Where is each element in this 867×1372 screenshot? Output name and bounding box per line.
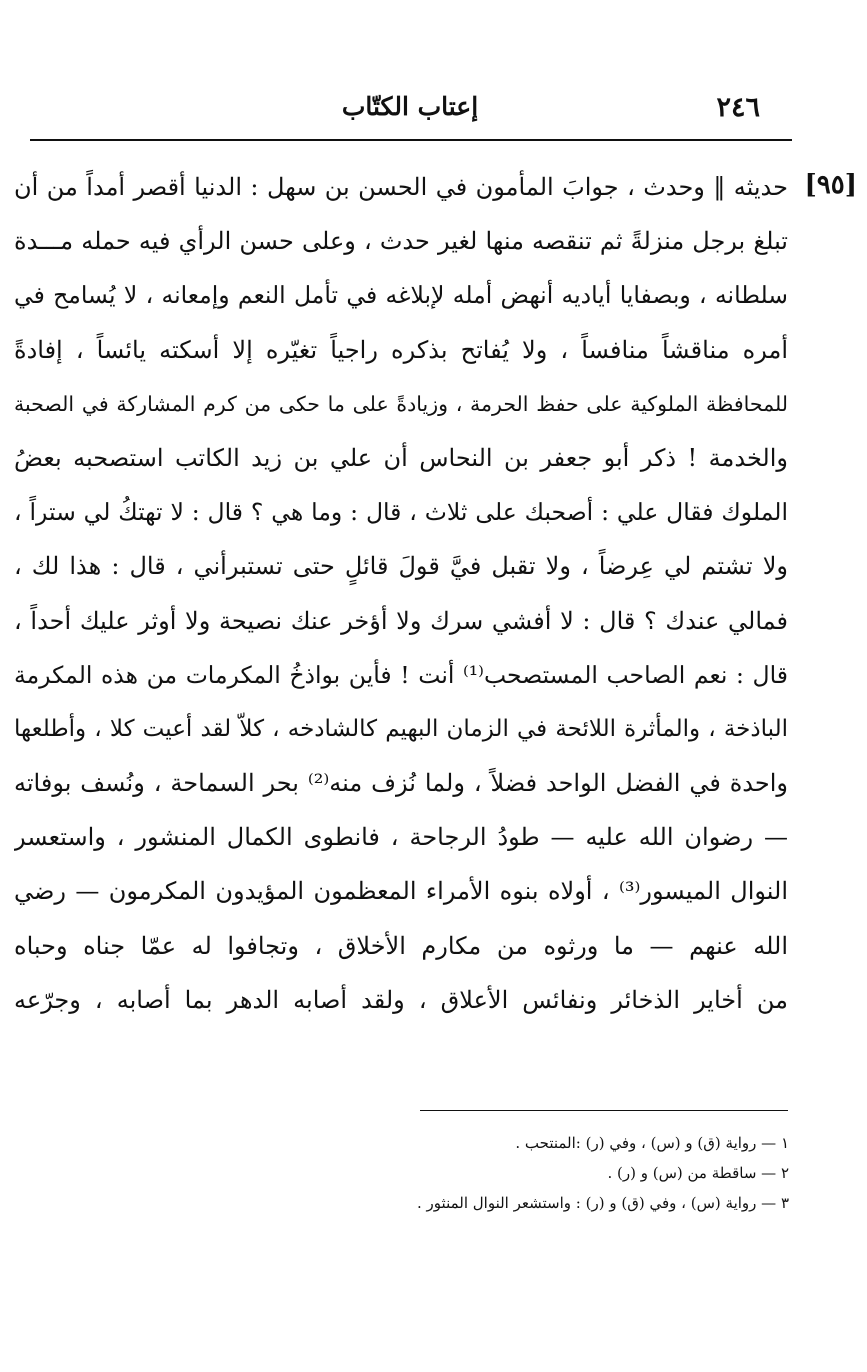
footnote-1: ١ — رواية (ق) و (س) ، وفي (ر) :المنتحب .: [515, 1134, 789, 1152]
text-line: واحدة في الفضل الواحد فضلاً ، ولما نُزف منه⁽²⁾ بحر السماحة ، ونُسف بوفاته: [14, 769, 788, 798]
footnote-2: ٢ — ساقطة من (س) و (ر) .: [607, 1164, 789, 1182]
text-line: للمحافظة الملوكية على حفظ الحرمة ، وزيادةً على ما حكى من كرم المشاركة في الصحبة: [14, 391, 788, 416]
footnotes: [149, 1128, 789, 1218]
header-rule: [30, 139, 792, 141]
text-line: الله عنهم — ما ورثوه من مكارم الأخلاق ، وتجافوا له عمّا جناه وحباه: [14, 931, 788, 960]
text-line: الملوك فقال علي : أصحبك على ثلاث ، قال : وما هي ؟ قال : لا تهتكُ لي ستراً ،: [14, 498, 788, 527]
text-line: ولا تشتم لي عِرضاً ، ولا تقبل فيَّ قولَ قائلٍ حتى تستبرأني ، قال : هذا لك ،: [14, 552, 788, 581]
running-header: [30, 92, 790, 128]
text-line: قال : نعم الصاحب المستصحب⁽¹⁾ أنت ! فأين بواذخُ المكرمات من هذه المكرمة: [14, 660, 788, 689]
footnote-rule: [420, 1110, 788, 1111]
body-text: [14, 160, 788, 1027]
text-line: النوال الميسور⁽³⁾ ، أولاه بنوه الأمراء المعظمون المؤيدون المكرمون — رضي: [14, 877, 788, 906]
section-number: [٩٥]: [804, 170, 857, 200]
text-line: أمره مناقشاً منافساً ، ولا يُفاتح بذكره راجياً تغيّره إلا أسكته يائساً ، إفادةً: [14, 335, 788, 364]
text-line: سلطانه ، وبصفايا أياديه أنهض أمله لإبلاغه في تأمل النعم وإمعانه ، لا يُسامح في: [14, 281, 788, 310]
text-line: حديثه ‖ وحدث ، جوابَ المأمون في الحسن بن سهل : الدنيا أقصر أمداً من أن: [14, 173, 788, 201]
footnote-3: ٣ — رواية (س) ، وفي (ق) و (ر) : واستشعر النوال المنثور .: [417, 1194, 789, 1212]
text-line: الباذخة ، والمأثرة اللائحة في الزمان البهيم كالشادخه ، كلاّ لقد أعيت كلا ، وأطلعها: [14, 715, 788, 742]
text-line: تبلغ برجل منزلةً ثم تنقصه منها لغير حدث ، وعلى حسن الرأي فيه حمله مـــدة: [14, 227, 788, 256]
page-number: ٢٤٦: [716, 92, 760, 123]
text-line: فمالي عندك ؟ قال : لا أفشي سرك ولا أؤخر عنك نصيحة ولا أوثر عليك أحداً ،: [14, 606, 788, 635]
text-line: من أخاير الذخائر ونفائس الأعلاق ، ولقد أصابه الدهر بما أصابه ، وجرّعه: [14, 985, 788, 1014]
text-line: والخدمة ! ذكر أبو جعفر بن النحاس أن علي بن زيد الكاتب استصحبه بعضُ: [14, 443, 788, 472]
text-line: — رضوان الله عليه — طودُ الرجاحة ، فانطوى الكمال المنشور ، واستعسر: [14, 823, 788, 852]
running-title: إعتاب الكتّاب: [341, 92, 479, 121]
